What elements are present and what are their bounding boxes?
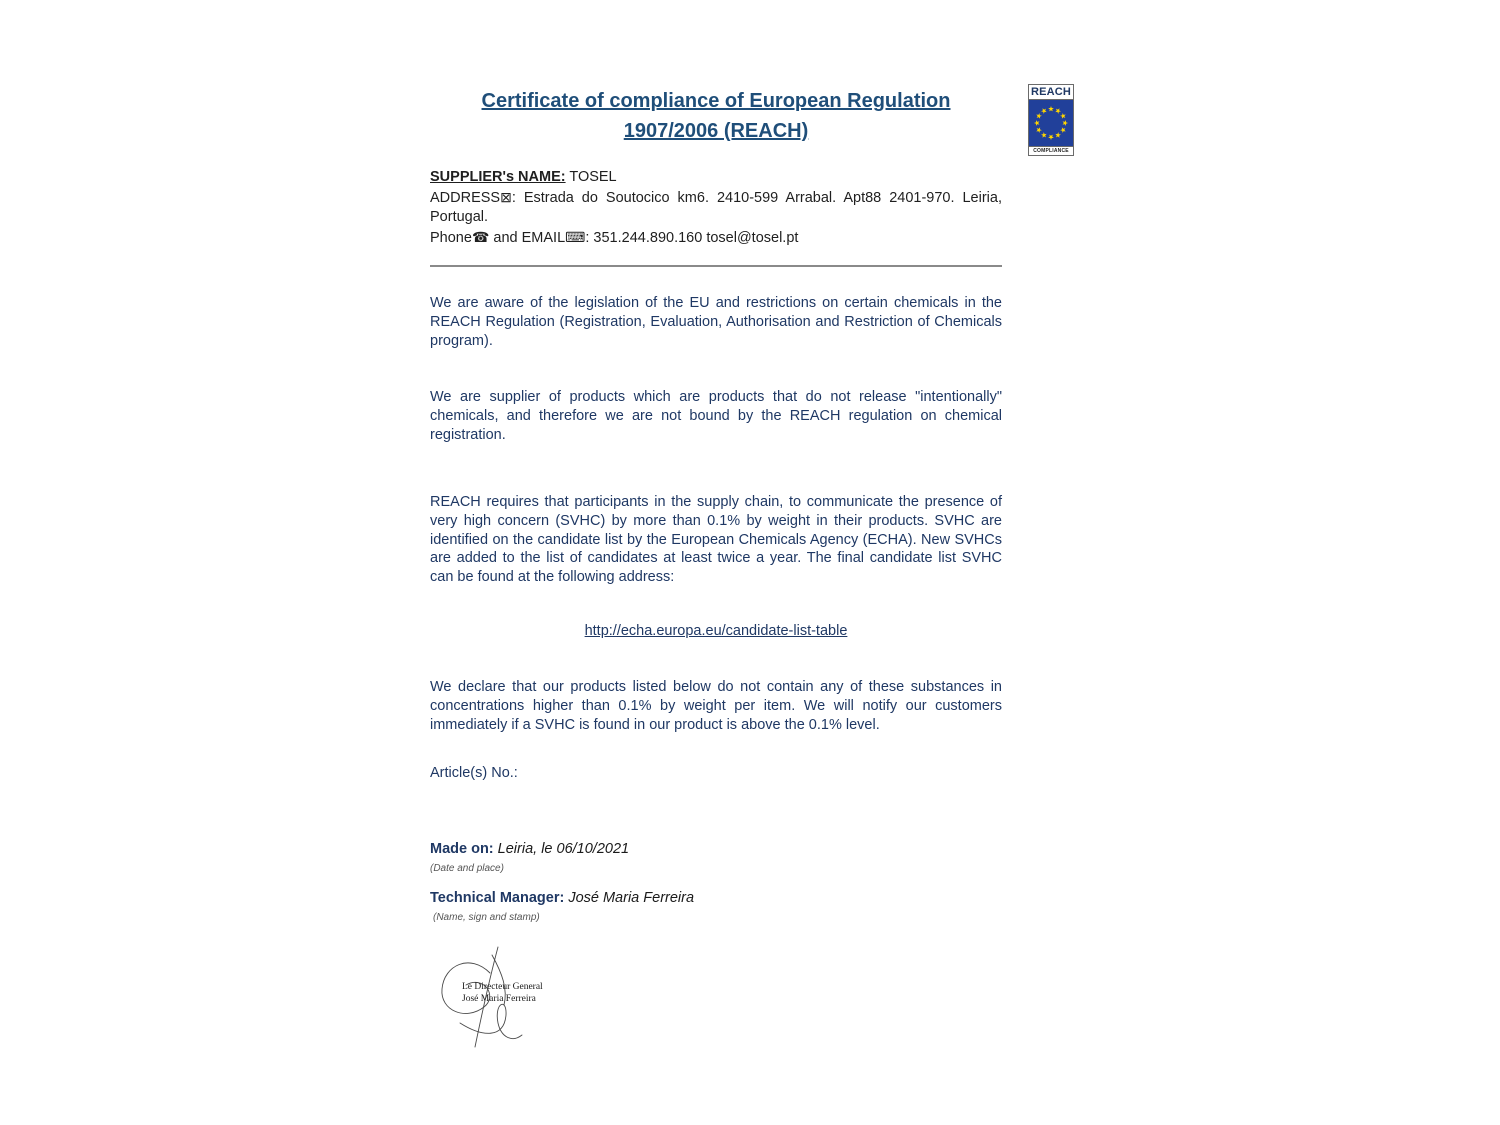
email-label: and EMAIL xyxy=(489,229,566,246)
signature-block xyxy=(432,945,562,1055)
date-and-place-note: (Date and place) xyxy=(430,863,504,874)
contact-value: : 351.244.890.160 tosel@tosel.pt xyxy=(585,229,799,246)
phone-label: Phone xyxy=(430,229,472,246)
computer-icon: ⌨ xyxy=(565,228,586,245)
supplier-name-label: SUPPLIER's NAME: xyxy=(430,169,566,185)
signature-title: Le Directeur General xyxy=(462,982,543,992)
article-number-label: Article(s) No.: xyxy=(430,765,518,781)
signature-text xyxy=(462,981,543,1005)
reach-compliance-logo xyxy=(1028,84,1074,156)
title-line-2: 1907/2006 (REACH) xyxy=(623,120,809,142)
paragraph-supplier-statement: We are supplier of products which are products that do not release "intentionally" chemicals, and therefore we are not bound by the REACH regulation on chemical registration. xyxy=(430,389,1002,443)
horizontal-divider xyxy=(430,265,1002,267)
made-on-line xyxy=(430,841,1002,857)
paragraph-awareness: We are aware of the legislation of the EU and restrictions on certain chemicals in the REACH Regulation (Registration, Evaluation, Authorisation and Restriction of Chemicals program). xyxy=(430,295,1002,349)
phone-icon: ☎ xyxy=(471,228,490,245)
document-title xyxy=(430,86,1002,146)
supplier-name-line xyxy=(430,168,1002,188)
address-label: ADDRESS xyxy=(430,189,501,206)
reach-logo-caption: COMPLIANCE xyxy=(1029,146,1073,155)
paragraph-declaration: We declare that our products listed below do not contain any of these substances in concentrations higher than 0.1% by weight per item. We will notify our customers immediately if a SVHC is found in our product is above the 0.1% level. xyxy=(430,679,1002,733)
supplier-contact-line xyxy=(430,228,1002,249)
reach-logo-label: REACH xyxy=(1030,86,1072,98)
technical-manager-value: José Maria Ferreira xyxy=(564,890,695,906)
made-on-value: Leiria, le 06/10/2021 xyxy=(493,841,630,857)
envelope-icon: ⊠ xyxy=(500,188,512,205)
supplier-name-value: TOSEL xyxy=(565,169,617,185)
supplier-block xyxy=(430,168,1002,248)
address-value: : Estrada do Soutocico km6. 2410-599 Arrabal. Apt88 2401-970. Leiria, Portugal. xyxy=(430,189,1002,225)
eu-stars-icon xyxy=(1029,100,1073,146)
name-sign-stamp-note: (Name, sign and stamp) xyxy=(433,912,540,923)
technical-manager-label: Technical Manager: xyxy=(430,890,565,906)
signature-name: José Maria Ferreira xyxy=(462,994,536,1004)
candidate-list-link-line xyxy=(430,622,1002,640)
candidate-list-link[interactable]: http://echa.europa.eu/candidate-list-table xyxy=(584,623,848,639)
made-on-label: Made on: xyxy=(430,841,494,857)
title-line-1: Certificate of compliance of European Regulation xyxy=(481,90,951,112)
supplier-address-line xyxy=(430,188,1002,228)
technical-manager-line xyxy=(430,890,1002,906)
paragraph-reach-requirements: REACH requires that participants in the supply chain, to communicate the presence of very high concern (SVHC) by more than 0.1% by weight in their products. SVHC are identified on the candidate list by the European Chemicals Agency (ECHA). New SVHCs are added to the list of candidates at least twice a year. The final candidate list SVHC can be found at the following address: xyxy=(430,494,1002,586)
